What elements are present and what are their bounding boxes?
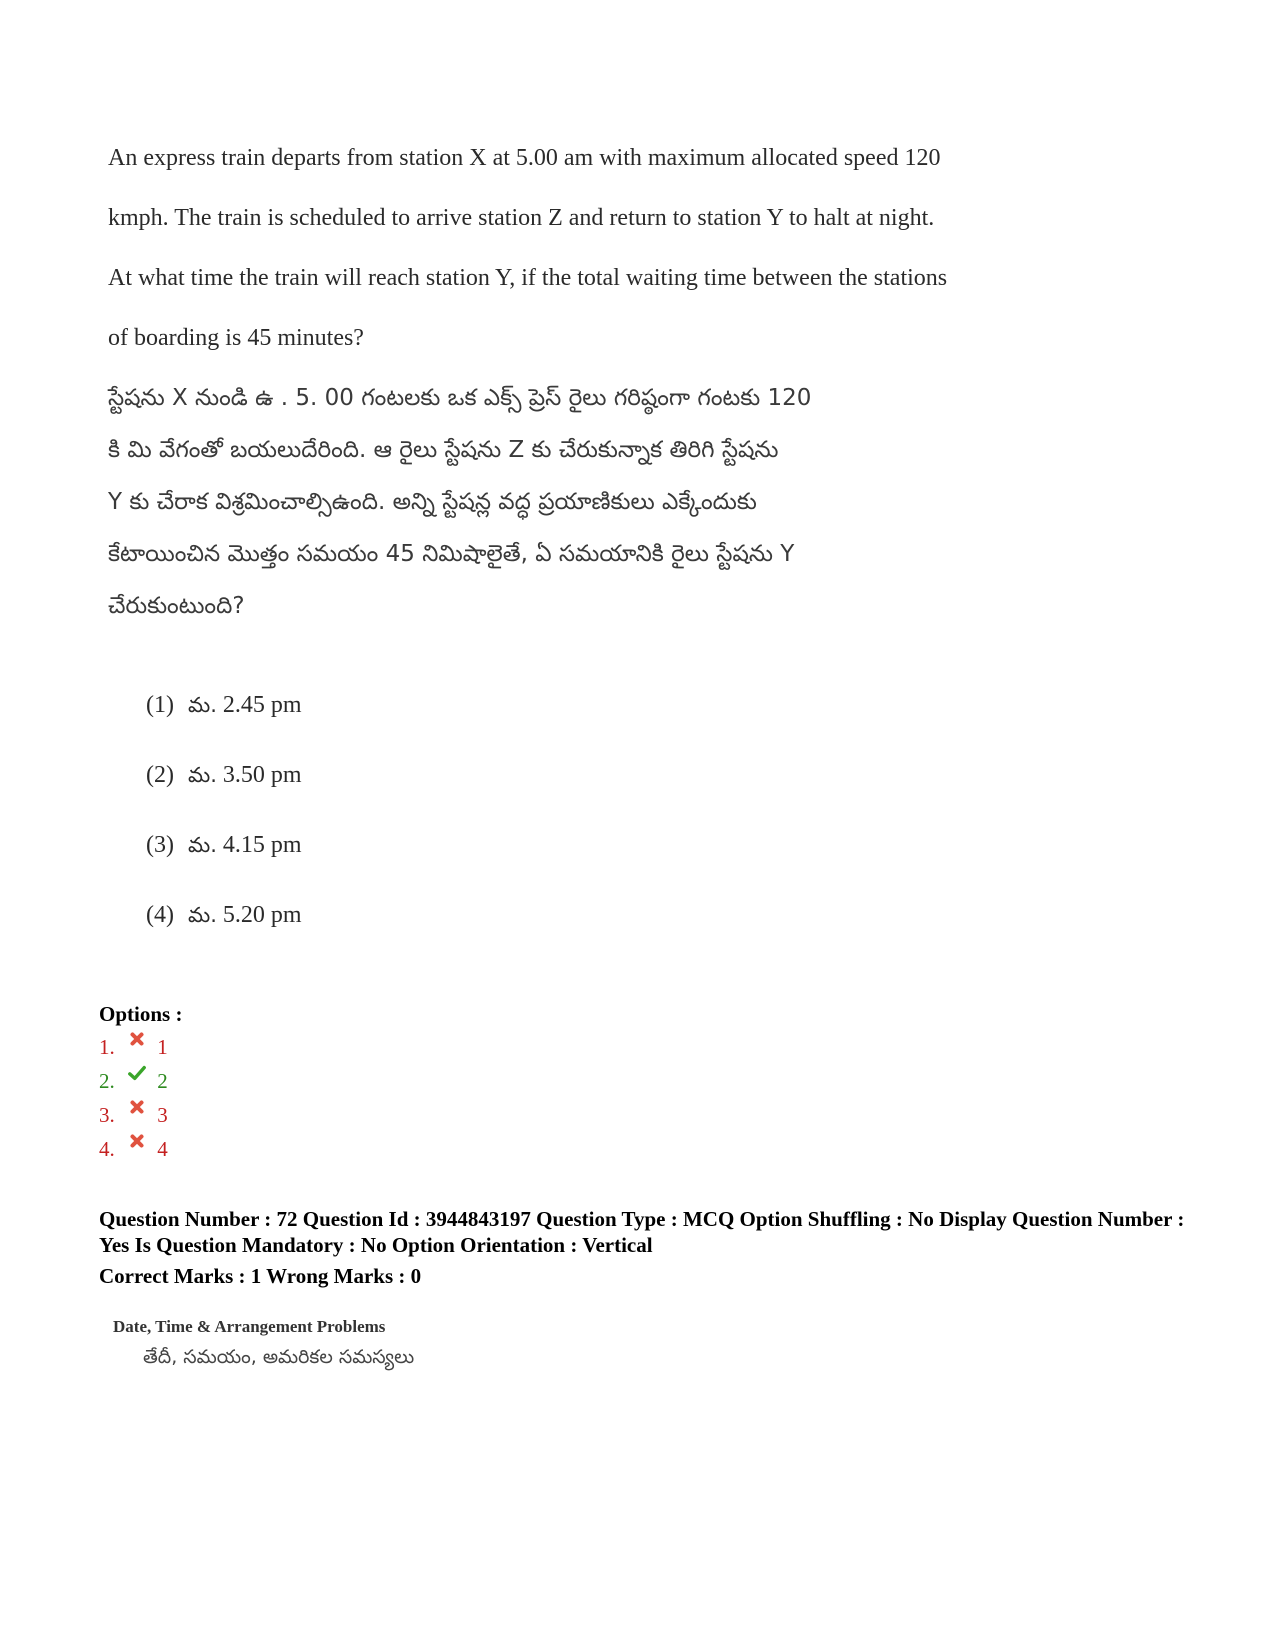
question-metadata	[99, 1206, 1199, 1289]
question-details: Question Number : 72 Question Id : 3944843197 Question Type : MCQ Option Shuffling : No Display Question Number : Yes Is Question Mandatory : No Option Orientation : Vertical	[99, 1207, 1185, 1257]
question-line: An express train departs from station X at 5.00 am with maximum allocated speed 120	[108, 145, 941, 171]
answer-choice	[146, 750, 302, 820]
topic-english: Date, Time & Arrangement Problems	[113, 1317, 386, 1336]
option-value: 4	[157, 1137, 168, 1161]
cross-icon	[128, 1030, 146, 1048]
option-item	[99, 1030, 182, 1064]
choice-number: (1)	[146, 692, 174, 718]
question-text-english	[108, 128, 1038, 368]
option-index: 2.	[99, 1069, 115, 1093]
choice-number: (3)	[146, 832, 174, 858]
question-line-telugu: Y కు చేరాక విశ్రమించాల్సిఉంది. అన్ని స్టేషన్ల వద్ధ ప్రయాణికులు ఎక్కేందుకు	[108, 489, 757, 515]
question-line-telugu: కి మి వేగంతో బయలుదేరింది. ఆ రైలు స్టేషను Z కు చేరుకున్నాక తిరిగి స్టేషను	[108, 437, 779, 463]
topic-telugu: తేదీ, సమయం, అమరికల సమస్యలు	[143, 1346, 415, 1368]
question-text-telugu	[108, 372, 1038, 632]
option-value: 1	[157, 1035, 168, 1059]
cross-icon	[128, 1098, 146, 1116]
answer-choice	[146, 680, 302, 750]
option-value: 2	[157, 1069, 168, 1093]
check-icon	[128, 1064, 146, 1082]
choice-prefix: మ.	[187, 903, 217, 927]
option-index: 1.	[99, 1035, 115, 1059]
choice-time: 3.50 pm	[222, 762, 302, 788]
question-line-telugu: చేరుకుంటుంది?	[108, 593, 245, 619]
question-line: At what time the train will reach station Y, if the total waiting time between the stations	[108, 265, 948, 291]
question-line: kmph. The train is scheduled to arrive station Z and return to station Y to halt at night.	[108, 205, 935, 231]
choice-prefix: మ.	[187, 763, 217, 787]
answer-choice	[146, 890, 302, 960]
choice-number: (4)	[146, 902, 174, 928]
option-value: 3	[157, 1103, 168, 1127]
option-index: 4.	[99, 1137, 115, 1161]
option-item	[99, 1132, 182, 1166]
option-item	[99, 1098, 182, 1132]
choice-time: 5.20 pm	[222, 902, 302, 928]
options-list	[99, 998, 182, 1166]
marks-info: Correct Marks : 1 Wrong Marks : 0	[99, 1264, 422, 1288]
choice-number: (2)	[146, 762, 174, 788]
cross-icon	[128, 1132, 146, 1150]
question-line-telugu: కేటాయించిన మొత్తం సమయం 45 నిమిషాలైతే, ఏ సమయానికి రైలు స్టేషను Y	[108, 541, 795, 567]
option-index: 3.	[99, 1103, 115, 1127]
choice-time: 2.45 pm	[222, 692, 302, 718]
option-item	[99, 1064, 182, 1098]
topic-section	[113, 1310, 414, 1373]
choice-prefix: మ.	[187, 693, 217, 717]
question-line-telugu: స్టేషను X నుండి ఉ . 5. 00 గంటలకు ఒక ఎక్స్ ప్రెస్ రైలు గరిష్ఠంగా గంటకు 120	[108, 385, 812, 411]
choice-prefix: మ.	[187, 833, 217, 857]
question-line: of boarding is 45 minutes?	[108, 325, 364, 351]
answer-choice	[146, 820, 302, 890]
options-title: Options :	[99, 1002, 183, 1026]
answer-choices	[146, 680, 302, 960]
choice-time: 4.15 pm	[222, 832, 302, 858]
